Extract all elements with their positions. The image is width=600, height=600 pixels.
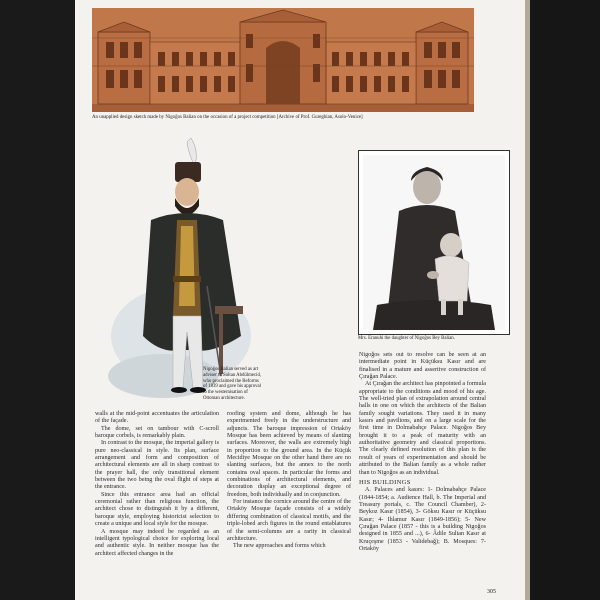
text-column-3 [359, 352, 486, 553]
paragraph: roofing system and dome, although he has experimented freely in the understructure and adjuncts. The baroque impression of Ortaköy Mosque has been achieved by means of slanting surfaces. Moreover, the walls are extremely high in proportion to the ground area. In the Küçük Mecidiye Mosque on the other hand there are no slanting surfaces, but the annex to the north contains oval spaces. In particular the forms and combinations of architectural elements, and decoration display an exceptional degree of freedom, both individually and in conjunction. [227, 411, 351, 498]
paragraph: The new approaches and forms which [233, 543, 326, 550]
sketch-caption: An unapplied design sketch made by Nigoğos Balian on the occasion of a project competition [Archive of Prof. Gureghian, Asolo-Venice] [92, 115, 363, 120]
paragraph: In contrast to the mosque, the imperial gallery is pure neo-classical in style. Its plan, surface arrangement and form and composition of architectural elements are all in sharp contrast to the prayer hall, the only transitional element between the two being the oval flight of steps at the entrance. [95, 440, 219, 491]
paragraph: Since this entrance area had an official ceremonial rather than religious function, the architect chose to distinguish it by a different, baroque style, employing historicist selection to create a unique and local style for the mosque. [95, 491, 219, 528]
book-page [75, 0, 525, 600]
background [530, 0, 600, 600]
paragraph: walls at the mid-point accentuates the articulation of the façade. [95, 411, 219, 425]
photo-frame [358, 150, 510, 335]
paragraph: Nigoğos sets out to resolve can be seen at an intermediate point in Küçüksu Kasır and are finalised in a mature and assertive construction of Çırağan Palace. [359, 352, 486, 381]
paragraph: At Çırağan the architect has pinpointed a formula appropriate to the conditions and mood of his age. The well-tried plan of extrapolation around central halls in one on which the architects of the Balian family sought variations. They used it in many kasırs and pavilions, and on a large scale for the first time in Dolmabahçe Palace. Nigoğos Bey brought it to a peak of maturity with an authoritative geometry and classical proportions. The clearly defined resolution of this plan is the result of years of experimentation and should be attributed to the Balian family as a whole rather than to Nigoğos as an individual. [359, 381, 486, 476]
paragraph: A mosque may indeed be regarded as an intelligent typological choice for exploring local and authentic style. In neither mosque has the architect affected changes in the [95, 528, 219, 557]
text-column-1 [95, 411, 219, 558]
palace-sketch-image [92, 8, 474, 112]
portrait-caption: Nigoğos Balian served as art adviser to Sultan Abdülmecid, who proclaimed the Reforms of 1839 and gave his approval to the westernisation of Ottoman architecture. [203, 367, 262, 401]
page-number: 305 [487, 589, 496, 595]
photo-caption: Mrs. Eranuhi the daughter of Nigoğos Bey Balian. [358, 336, 455, 341]
nigogos-balian-portrait [103, 136, 262, 403]
buildings-list: A. Palaces and kasırs: 1- Dolmabahçe Palace (1844-1854; a. Audience Hall, b. The Imperial and Treasury portals, c. The Council Chamber), 2- Beykoz Kasır (1854), 3- Göksu Kasır or Küçüksu Kasır; 4- Ihlamur Kasır (1849-1856); 5- New Çırağan Palace (1857 - this is a building Nigoğos designed in 1855 and ...), 6- Âdile Sultan Kasır at Kruçeşme (1853 - Validebağ); B. Mosques: 7- Ortaköy [359, 487, 486, 552]
text-column-2 [227, 411, 351, 551]
section-heading: HIS BUILDINGS [359, 478, 411, 486]
eranuhi-photo [363, 155, 505, 330]
paragraph: For instance the cornice around the centre of the Ortaköy Mosque façade consists of a widely differing combination of classical motifs, and the triple-lobed arch figures in the round entablatures of the semi-columns are a rarity in classical architecture. [227, 499, 351, 542]
paragraph: The dome, set on tambour with C-scroll baroque corbels, is remarkably plain. [95, 425, 219, 440]
